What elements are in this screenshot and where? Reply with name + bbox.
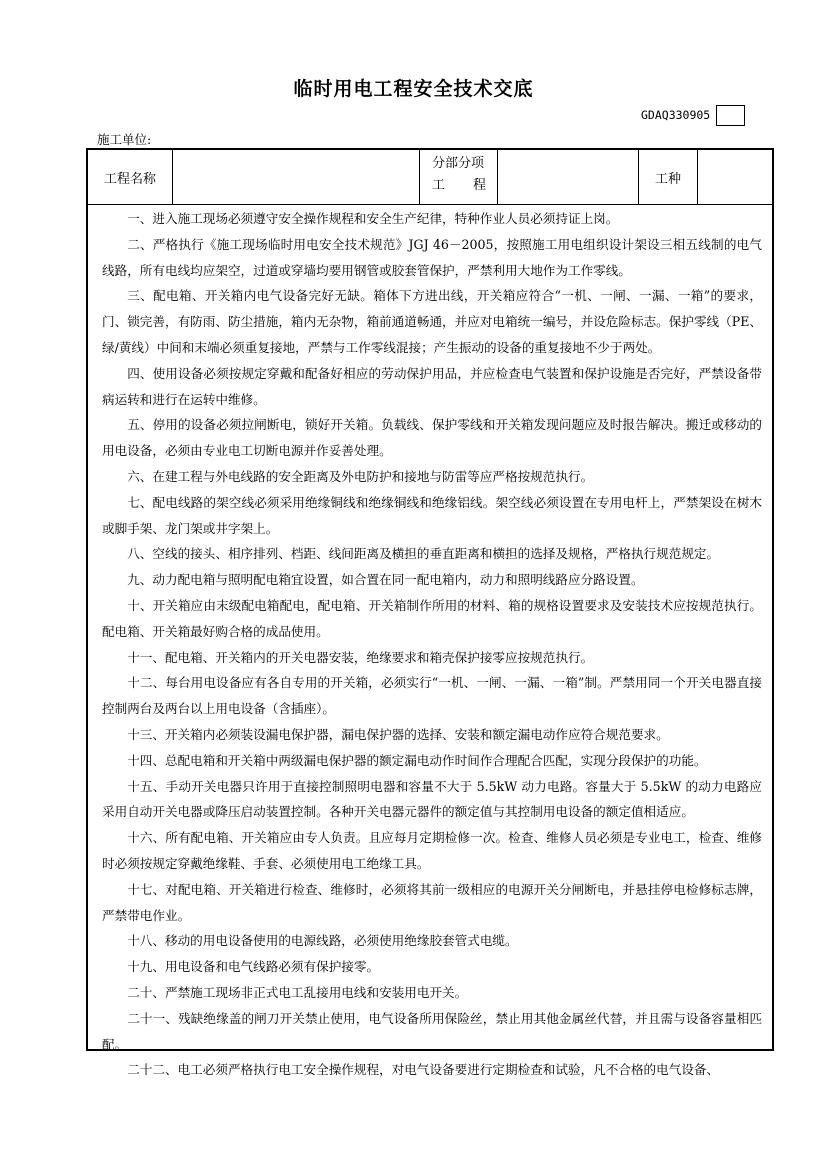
- document-title: 临时用电工程安全技术交底: [293, 78, 534, 100]
- item-8: 八、空线的接头、相序排列、档距、线间距离及横担的垂直距离和横担的选择及规格，严格执行规范规定。: [127, 546, 720, 562]
- sub-project-label: [424, 153, 498, 197]
- sub-project-label-line1: 分部分项: [432, 156, 485, 171]
- work-type-label: 工种: [654, 171, 681, 187]
- item-16: 十六、所有配电箱、开关箱应由专人负责。且应每月定期检修一次。检查、维修人员必须是专业电工，检查、维修时必须按规定穿戴绝缘鞋、手套、必须使用电工绝缘工具。: [102, 830, 762, 871]
- item-9: 九、动力配电箱与照明配电箱宜设置，如合置在同一配电箱内，动力和照明线路应分路设置。: [127, 572, 644, 588]
- disclosure-table: [86, 148, 774, 1078]
- item-1: 一、进入施工现场必须遵守安全操作规程和安全生产纪律，特种作业人员必须持证上岗。: [127, 211, 619, 226]
- item-4: 四、使用设备必须按规定穿戴和配备好相应的劳动保护用品，并应检查电气装置和保护设施是否完好，严禁设备带病运转和进行在运转中维修。: [102, 365, 762, 407]
- item-15: 十五、手动开关电器只许用于直接控制照明电器和容量不大于 5.5kW 动力电路。容量大于 5.5kW 的动力电路应采用自动开关电器或降压启动装置控制。各种开关电器元器件的额定值与其控制用电设备的额定值相适应。: [102, 778, 762, 820]
- project-name-label: 工程名称: [103, 171, 156, 187]
- work-type-value: [698, 150, 772, 204]
- item-11: 十一、配电箱、开关箱内的开关电器安装，绝缘要求和箱壳保护接零应按规范执行。: [127, 649, 594, 665]
- disclosure-content: [102, 206, 762, 1083]
- item-2: 二、严格执行《施工现场临时用电安全技术规范》JGJ 46－2005，按照施工用电组织设计架设三相五线制的电气线路，所有电线均应架空，过道或穿墙均要用钢管或胶套管保护，严禁利用大地作为工作零线。: [102, 236, 762, 278]
- project-name-value: [173, 150, 419, 204]
- sub-project-label-line2: [424, 175, 498, 197]
- document-code: GDAQ330905: [641, 108, 711, 122]
- divider: [419, 150, 420, 204]
- item-13: 十三、开关箱内必须装设漏电保护器，漏电保护器的选择、安装和额定漏电动作应符合规范要求。: [127, 726, 669, 742]
- item-18: 十八、移动的用电设备使用的电源线路，必须使用绝缘胶套管式电缆。: [127, 933, 518, 949]
- item-5: 五、停用的设备必须拉闸断电，锁好开关箱。负载线、保护零线和开关箱发现问题应及时报告解决。搬迁或移动的用电设备，必须由专业电工切断电源并作妥善处理。: [102, 417, 762, 459]
- item-20: 二十、严禁施工现场非正式电工乱接用电线和安装用电开关。: [127, 984, 468, 1000]
- item-14: 十四、总配电箱和开关箱中两级漏电保护器的额定漏电动作时间作合理配合匹配，实现分段保护的功能。: [127, 752, 707, 768]
- header-row: [88, 150, 772, 205]
- sub-project-label-char1: 工: [432, 178, 446, 193]
- code-suffix-box: [716, 105, 745, 126]
- sub-project-label-char2: 程: [472, 178, 486, 193]
- item-3: 三、配电箱、开关箱内电气设备完好无缺。箱体下方进出线，开关箱应符合“一机、一闸、一漏、一箱”的要求，门、锁完善，有防雨、防尘措施，箱内无杂物，箱前通道畅通，并应对电箱统一编号，并设危险标志。保护零线（PE、绿/黄线）中间和末端必须重复接地，严禁与工作零线混接；产生振动的设备的重复接地不少于两处。: [102, 288, 762, 355]
- construction-unit-label: 施工单位:: [97, 132, 152, 147]
- item-22: 二十二、电工必须严格执行电工安全操作规程，对电气设备要进行定期检查和试验，凡不合格的电气设备、: [127, 1062, 720, 1078]
- item-10: 十、开关箱应由末级配电箱配电，配电箱、开关箱制作所用的材料、箱的规格设置要求及安装技术应按规范执行。 配电箱、开关箱最好购合格的成品使用。: [102, 597, 762, 639]
- item-12: 十二、每台用电设备应有各自专用的开关箱，必须实行“一机、一闸、一漏、一箱”制。严禁用同一个开关电器直接控制两台及两台以上用电设备（含插座）。: [102, 675, 762, 717]
- item-19: 十九、用电设备和电气线路必须有保护接零。: [127, 959, 380, 975]
- item-7: 七、配电线路的架空线必须采用绝缘铜线和绝缘铜线和绝缘铝线。架空线必须设置在专用电杆上，严禁架设在树木或脚手架、龙门架或井字架上。: [102, 494, 762, 536]
- item-21: 二十一、残缺绝缘盖的闸刀开关禁止使用，电气设备所用保险丝，禁止用其他金属丝代替，并且需与设备容量相匹配。: [102, 1010, 762, 1052]
- item-17: 十七、对配电箱、开关箱进行检查、维修时，必须将其前一级相应的电源开关分闸断电，并悬挂停电检修标志牌，严禁带电作业。: [102, 881, 762, 923]
- item-6: 六、在建工程与外电线路的安全距离及外电防护和接地与防雷等应严格按规范执行。: [127, 468, 594, 484]
- sub-project-value: [498, 150, 638, 204]
